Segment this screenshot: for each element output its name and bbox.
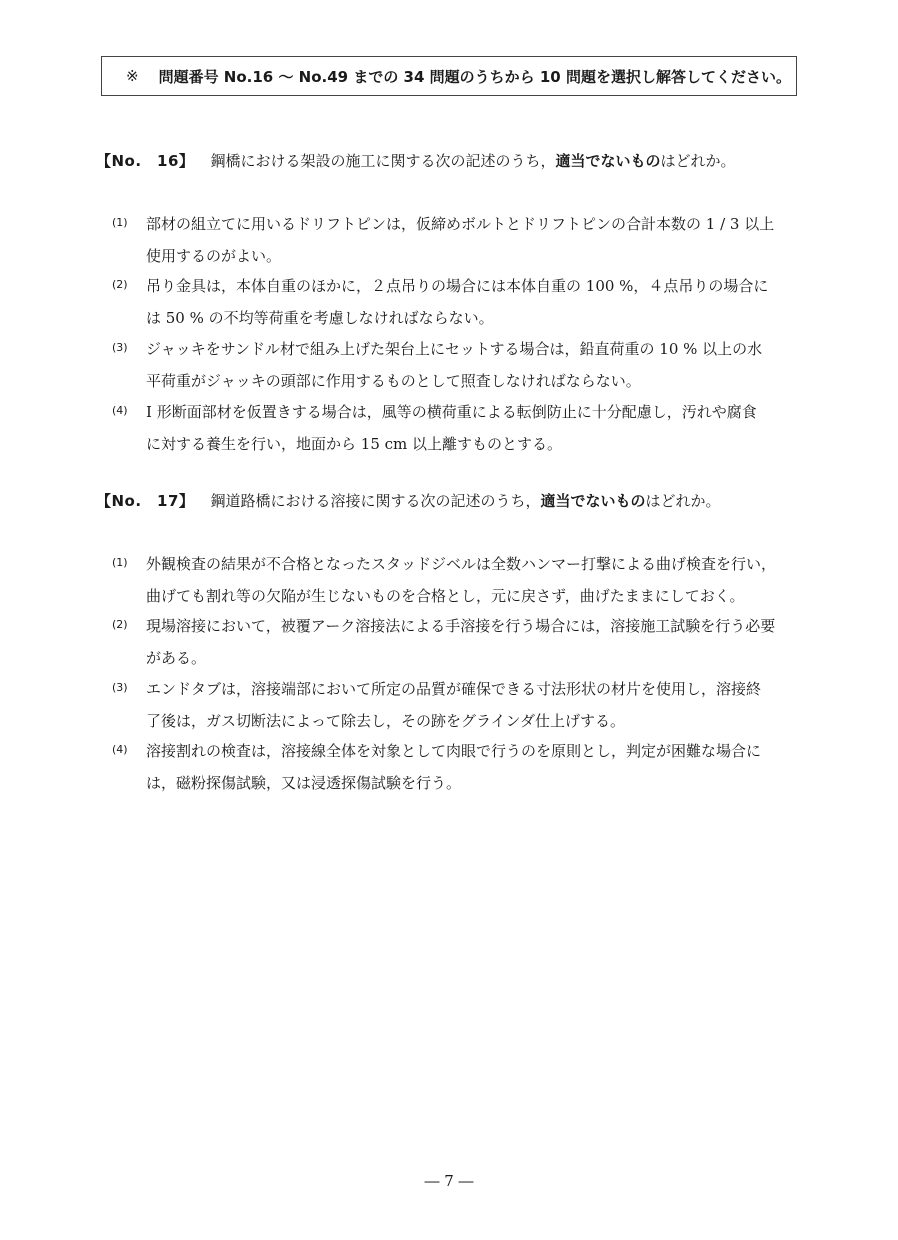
- question-16-heading: [96, 150, 735, 171]
- choice-label: (4): [112, 404, 128, 417]
- choice-label: (4): [112, 743, 128, 756]
- question-stem-emphasis: 適当でないもの: [555, 152, 661, 170]
- choice-text-line: がある。: [146, 649, 207, 667]
- question-stem-end: はどれか。: [645, 492, 721, 510]
- choice-text-line: は 50 % の不均等荷重を考慮しなければならない。: [146, 309, 494, 327]
- choice-text-line: 曲げても割れ等の欠陥が生じないものを合格とし，元に戻さず，曲げたままにしておく。: [146, 587, 745, 605]
- reference-mark: ※: [126, 67, 139, 85]
- choice-text-line: 使用するのがよい。: [146, 247, 282, 265]
- choice-text-line: 溶接割れの検査は，溶接線全体を対象として肉眼で行うのを原則とし，判定が困難な場合に: [146, 742, 762, 760]
- choice-label: (2): [112, 618, 128, 631]
- choice-text-line: ジャッキをサンドル材で組み上げた架台上にセットする場合は，鉛直荷重の 10 % 以上の水: [146, 340, 763, 358]
- question-stem: 鋼橋における架設の施工に関する次の記述のうち，: [210, 152, 556, 170]
- instruction-text: 問題番号 No.16 ～ No.49 までの 34 問題のうちから 10 問題を選択し解答してください。: [158, 67, 791, 86]
- choice-text-line: 現場溶接において，被覆アーク溶接法による手溶接を行う場合には，溶接施工試験を行う必要: [146, 617, 776, 635]
- choice-label: (3): [112, 681, 128, 694]
- choice-text-line: 吊り金具は，本体自重のほかに，２点吊りの場合には本体自重の 100 %，４点吊りの場合に: [146, 277, 769, 295]
- choice-text-line: 部材の組立てに用いるドリフトピンは，仮締めボルトとドリフトピンの合計本数の 1 / 3 以上: [146, 215, 775, 233]
- choice-label: (2): [112, 278, 128, 291]
- choice-text-line: 了後は，ガス切断法によって除去し，その跡をグラインダ仕上げする。: [146, 712, 625, 730]
- page-number: ― 7 ―: [424, 1172, 474, 1190]
- choice-label: (1): [112, 556, 128, 569]
- question-number: 【No. 17】: [96, 492, 195, 510]
- question-stem: 鋼道路橋における溶接に関する次の記述のうち，: [210, 492, 541, 510]
- instruction-box: [101, 56, 797, 96]
- choice-text-line: I 形断面部材を仮置きする場合は，風等の横荷重による転倒防止に十分配慮し，汚れや腐食: [146, 403, 757, 421]
- choice-text-line: に対する養生を行い，地面から 15 cm 以上離すものとする。: [146, 435, 563, 453]
- question-stem-end: はどれか。: [660, 152, 736, 170]
- choice-label: (3): [112, 341, 128, 354]
- choice-text-line: 外観検査の結果が不合格となったスタッドジベルは全数ハンマー打撃による曲げ検査を行い，: [146, 555, 777, 573]
- question-stem-emphasis: 適当でないもの: [540, 492, 646, 510]
- choice-text-line: は，磁粉探傷試験，又は浸透探傷試験を行う。: [146, 774, 462, 792]
- choice-text-line: 平荷重がジャッキの頭部に作用するものとして照査しなければならない。: [146, 372, 641, 390]
- question-17-heading: [96, 490, 720, 511]
- question-number: 【No. 16】: [96, 152, 195, 170]
- choice-text-line: エンドタブは，溶接端部において所定の品質が確保できる寸法形状の材片を使用し，溶接終: [146, 680, 762, 698]
- choice-label: (1): [112, 216, 128, 229]
